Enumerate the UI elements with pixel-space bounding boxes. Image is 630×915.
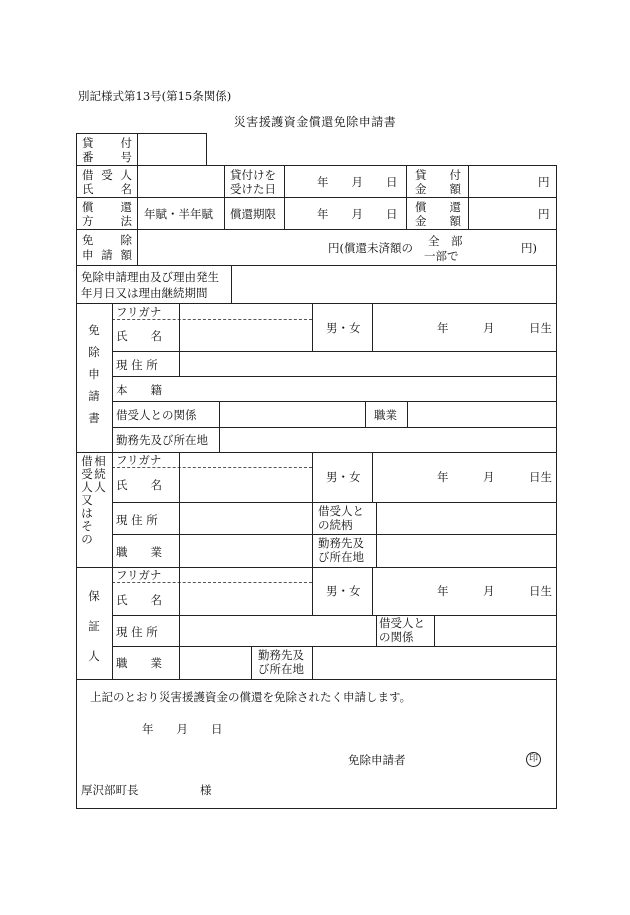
addressee: 厚沢部町長 [81, 783, 139, 797]
exemption-amount-text[interactable]: 円(償還未済額の [328, 241, 413, 255]
rule [206, 133, 207, 165]
furigana-line [112, 319, 312, 320]
loan-amount-label-2: 金 額 [415, 182, 461, 196]
applicant-name-label: 氏 名 [116, 329, 162, 343]
exemption-part[interactable]: 一部で [424, 249, 459, 263]
honorific: 様 [200, 783, 212, 797]
borrower-name-label-2: 氏 名 [82, 182, 132, 196]
rule [365, 401, 366, 427]
applicant-domicile-field[interactable] [180, 377, 555, 400]
applicant-workplace-label: 勤務先及び所在地 [116, 433, 208, 447]
rule [76, 808, 557, 809]
rule [251, 646, 252, 679]
heir-furigana-label: フリガナ [116, 453, 162, 467]
applicant-signature-label: 免除申請者 [348, 753, 406, 767]
heir-address-field[interactable] [180, 503, 311, 533]
applicant-gender[interactable]: 男・女 [326, 321, 361, 335]
guarantor-occupation-field[interactable] [180, 647, 250, 678]
rule [312, 567, 313, 615]
applicant-name-field[interactable] [180, 321, 311, 350]
repayment-period-field[interactable]: 年 月 日 [317, 207, 398, 221]
guarantor-occupation-label: 職 業 [116, 656, 162, 670]
guarantor-relation-label: 借受人と [379, 616, 425, 630]
guarantor-birthdate[interactable]: 年 月 日生 [437, 584, 552, 598]
applicant-relation-field[interactable] [220, 402, 364, 426]
applicant-section-label: 免除申請書 [88, 323, 100, 425]
applicant-occupation-field[interactable] [408, 402, 555, 426]
heir-occupation-label: 職 業 [116, 545, 162, 559]
loan-amount-yen[interactable]: 円 [538, 175, 550, 189]
borrower-name-label: 借 受 人 [82, 168, 132, 182]
guarantor-relation-field[interactable] [435, 616, 555, 645]
rule [312, 303, 313, 351]
heir-workplace-label-2: び所在地 [318, 550, 364, 564]
guarantor-gender[interactable]: 男・女 [326, 584, 361, 598]
rule [76, 229, 557, 230]
guarantor-section-label: 保証人 [88, 589, 100, 663]
applicant-address-field[interactable] [180, 352, 555, 375]
form-title: 災害援護資金償還免除申請書 [233, 115, 397, 129]
repayment-method-label-2: 方 法 [82, 214, 132, 228]
heir-workplace-field[interactable] [377, 535, 555, 566]
heir-occupation-field[interactable] [180, 535, 311, 566]
applicant-domicile-label: 本 籍 [116, 383, 162, 397]
guarantor-workplace-label-2: び所在地 [258, 662, 304, 676]
loan-amount-label: 貸 付 [415, 168, 461, 182]
rule [76, 679, 557, 680]
repayment-method-label: 償 還 [82, 200, 132, 214]
seal-mark: 印 [526, 752, 541, 767]
guarantor-address-field[interactable] [180, 616, 375, 645]
rule [284, 165, 285, 229]
rule [556, 165, 557, 809]
applicant-relation-label: 借受人との関係 [116, 408, 197, 422]
rule [372, 303, 373, 351]
heir-section-label: 相続人 [94, 454, 106, 494]
furigana-line [112, 582, 312, 583]
heir-workplace-label: 勤務先及 [318, 536, 364, 550]
application-date[interactable]: 年 月 日 [142, 722, 223, 736]
repayment-amount-label: 償 還 [415, 200, 461, 214]
rule [372, 567, 373, 615]
guarantor-workplace-label: 勤務先及 [258, 648, 304, 662]
reason-label: 免除申請理由及び理由発生 [81, 270, 219, 284]
loan-number-label-2: 番 号 [82, 150, 132, 164]
rule [376, 615, 377, 646]
repayment-method-options[interactable]: 年賦・半年賦 [144, 207, 213, 221]
applicant-furigana-label: フリガナ [116, 305, 162, 319]
exemption-amount-label: 免 除 [82, 233, 132, 247]
application-form-table [76, 133, 557, 809]
loan-date-label-2: 受けた日 [230, 182, 276, 196]
reason-label-2: 年月日又は理由継続期間 [81, 286, 208, 300]
heir-relation-field[interactable] [377, 503, 555, 533]
heir-name-field[interactable] [180, 469, 311, 501]
loan-date-field[interactable]: 年 月 日 [317, 175, 398, 189]
exemption-amount-label-2: 申請額 [82, 248, 132, 262]
rule [406, 165, 407, 229]
loan-number-field[interactable] [138, 134, 205, 164]
repayment-amount-label-2: 金 額 [415, 214, 461, 228]
reason-field[interactable] [232, 266, 555, 302]
heir-birthdate[interactable]: 年 月 日生 [437, 470, 552, 484]
guarantor-name-label: 氏 名 [116, 593, 162, 607]
repayment-amount-yen[interactable]: 円 [538, 207, 550, 221]
guarantor-address-label: 現 住 所 [116, 625, 158, 639]
rule [76, 303, 557, 304]
heir-gender[interactable]: 男・女 [326, 470, 361, 484]
furigana-line [112, 467, 312, 468]
rule [468, 165, 469, 229]
applicant-birthdate[interactable]: 年 月 日生 [437, 321, 552, 335]
heir-section-label-2: 借受人又はその [81, 454, 93, 546]
form-code: 別記様式第13号(第15条関係) [78, 89, 232, 103]
borrower-name-field[interactable] [138, 166, 223, 196]
declaration-statement: 上記のとおり災害援護資金の償還を免除されたく申請します。 [90, 690, 412, 704]
rule [76, 197, 557, 198]
applicant-address-label: 現 住 所 [116, 358, 158, 372]
applicant-occupation-label: 職業 [374, 408, 397, 422]
guarantor-workplace-field[interactable] [313, 647, 555, 678]
rule [224, 165, 225, 229]
exemption-partial-yen: 円) [521, 241, 537, 255]
guarantor-furigana-label: フリガナ [116, 568, 162, 582]
guarantor-relation-label-2: の関係 [379, 630, 414, 644]
rule [112, 303, 113, 679]
exemption-all[interactable]: 全 部 [428, 234, 463, 248]
repayment-period-label: 償還期限 [230, 207, 276, 221]
loan-number-label: 貸 付 [82, 136, 132, 150]
heir-relation-label-2: の続柄 [318, 518, 353, 532]
heir-relation-label: 借受人と [318, 504, 364, 518]
loan-date-label: 貸付けを [230, 168, 276, 182]
rule [76, 133, 77, 809]
heir-address-label: 現 住 所 [116, 513, 158, 527]
guarantor-name-field[interactable] [180, 584, 311, 614]
heir-name-label: 氏 名 [116, 478, 162, 492]
rule [372, 452, 373, 502]
rule [312, 452, 313, 567]
applicant-workplace-field[interactable] [220, 428, 555, 451]
